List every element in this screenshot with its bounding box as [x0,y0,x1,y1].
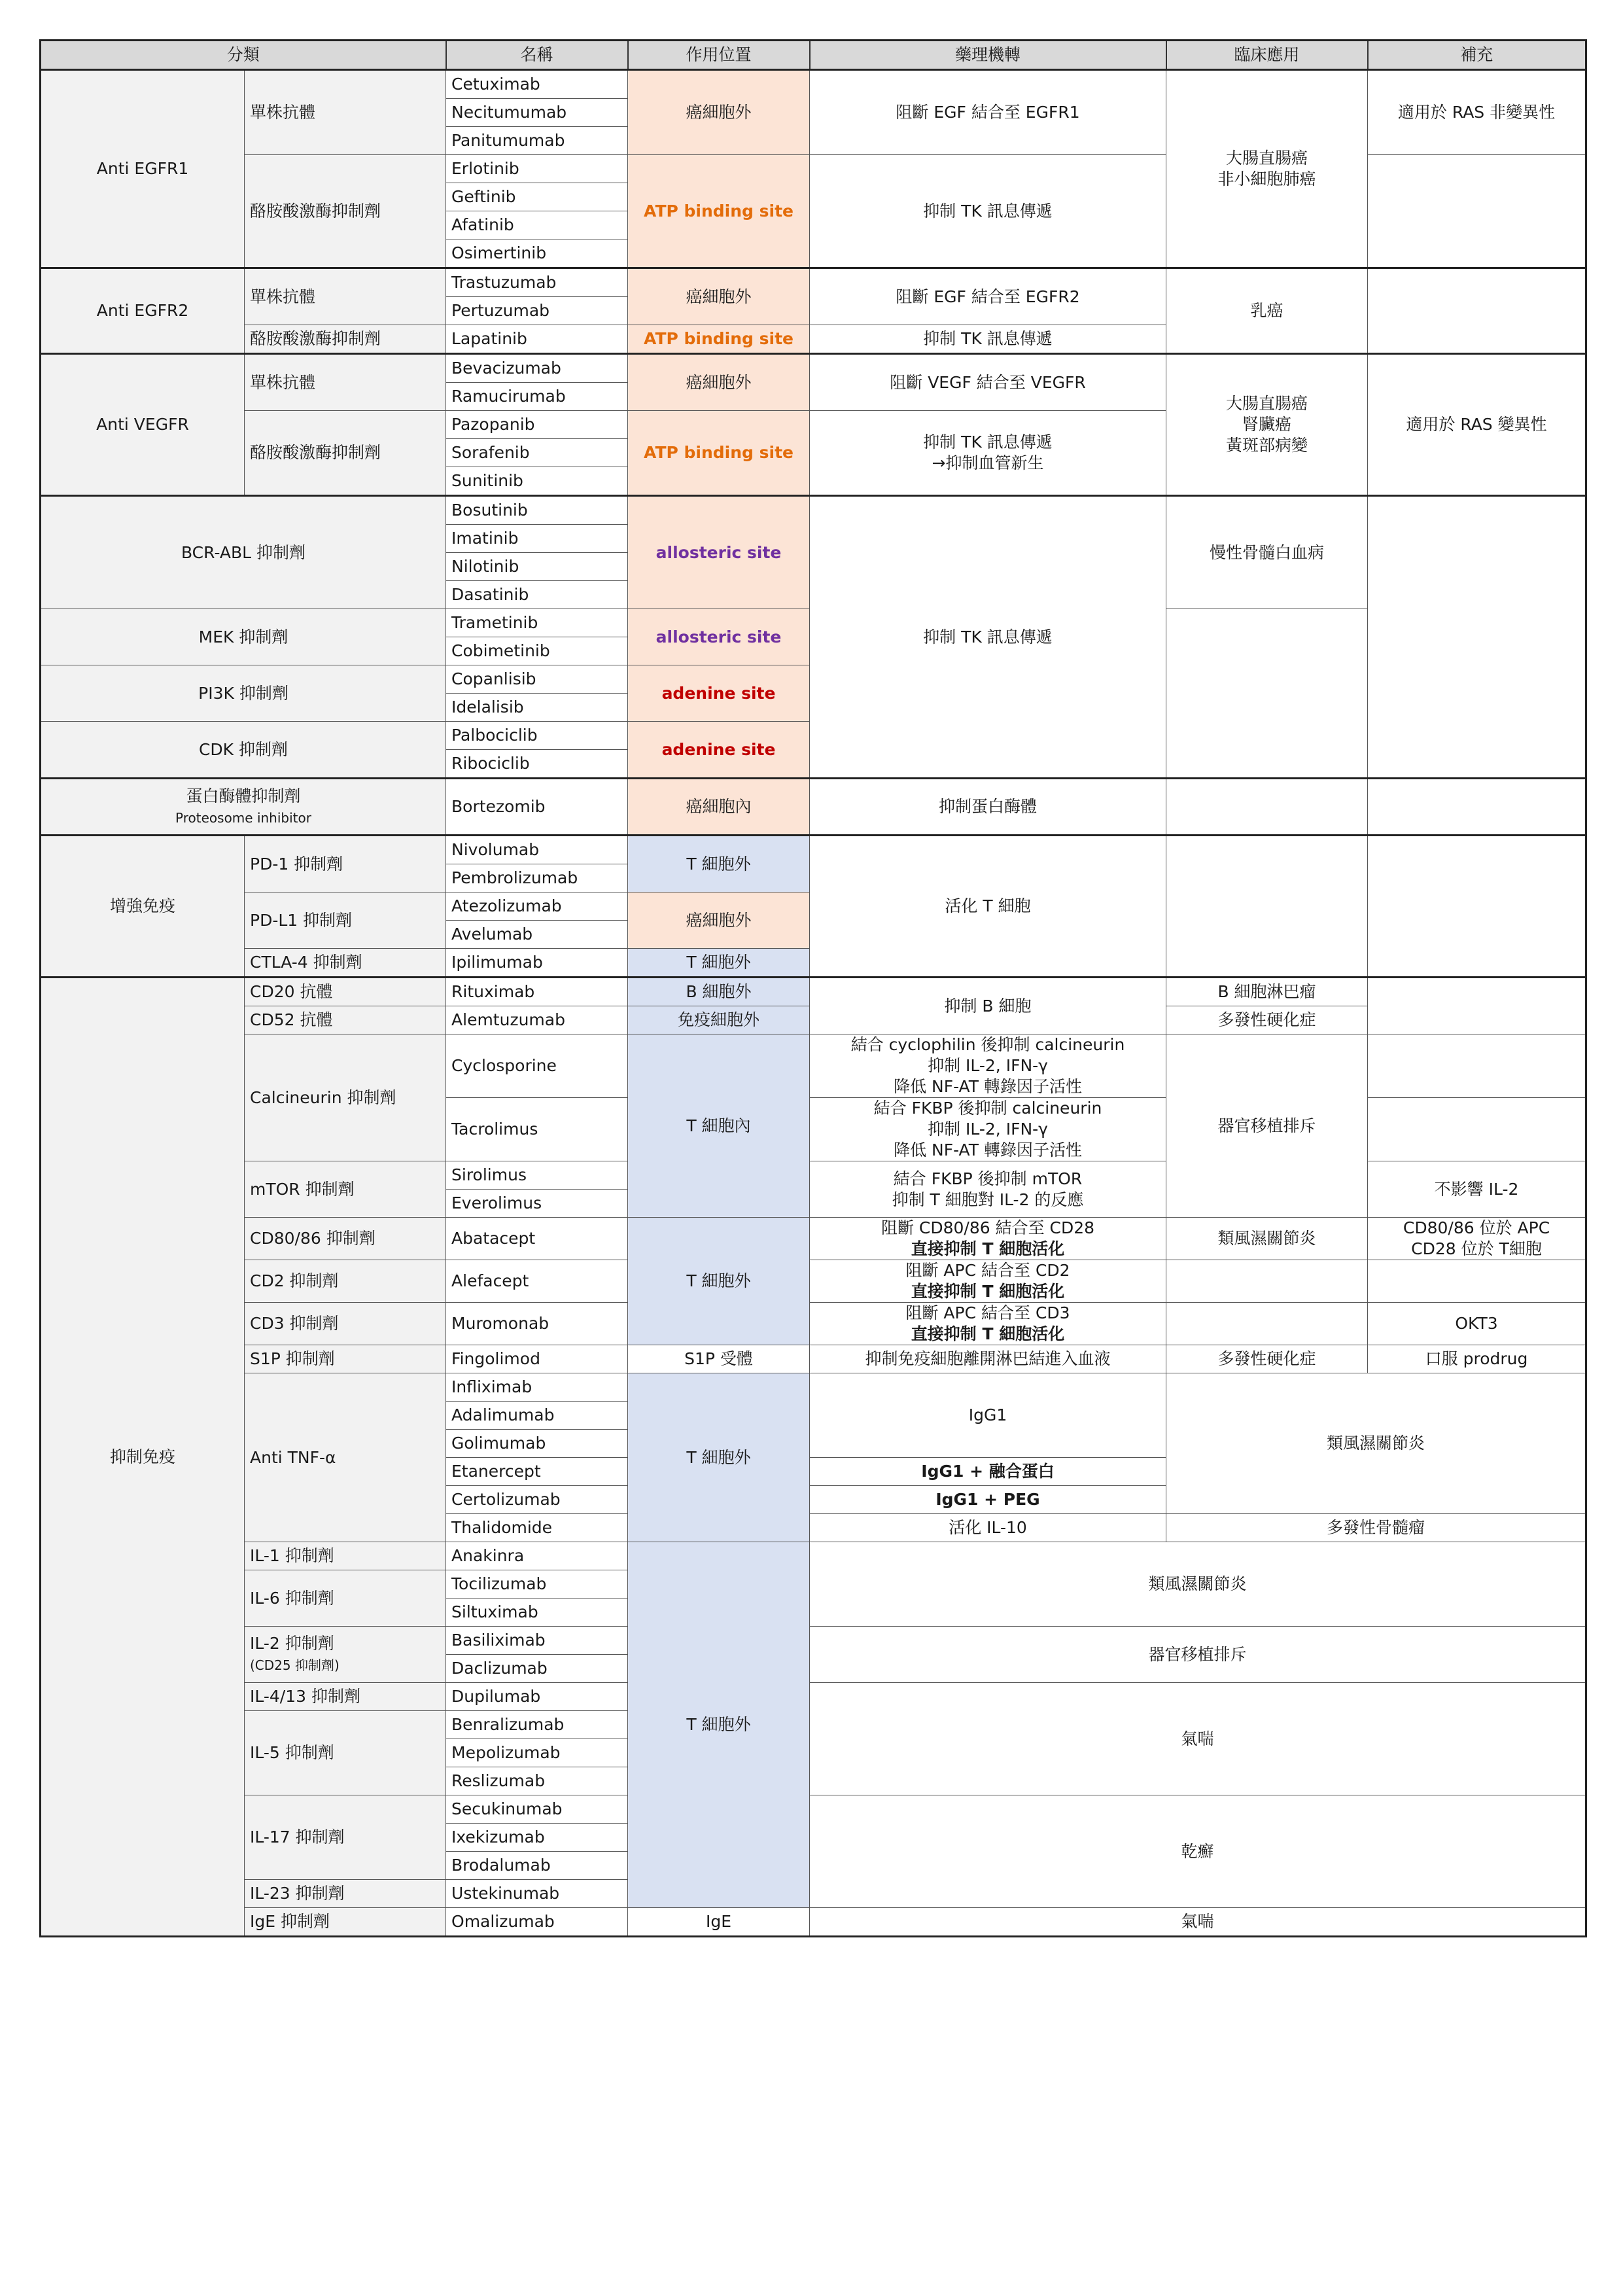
drug-name: Tacrolimus [446,1098,628,1161]
subcategory-cell: IL-1 抑制劑 [245,1542,446,1570]
mechanism-text: 抑制 IL-2, IFN-γ [928,1120,1048,1139]
clinical-text: 大腸直腸癌 [1226,149,1308,168]
note-cell: OKT3 [1368,1303,1586,1345]
mechanism-text: 降低 NF-AT 轉錄因子活性 [894,1077,1082,1096]
mechanism-cell: 阻斷 EGF 結合至 EGFR2 [810,268,1166,325]
drug-name: Anakinra [446,1542,628,1570]
header-name: 名稱 [446,41,628,70]
mechanism-cell: 抑制 TK 訊息傳遞 [810,325,1166,354]
mechanism-text: 結合 FKBP 後抑制 mTOR [893,1169,1083,1188]
drug-name: Ramucirumab [446,383,628,411]
subcategory-cell: 酪胺酸激酶抑制劑 [245,325,446,354]
site-cell: 癌細胞外 [628,70,810,155]
category-cell: Anti EGFR1 [41,70,245,268]
subcategory-text: (CD25 抑制劑) [250,1657,340,1673]
header-note: 補充 [1368,41,1586,70]
note-cell [1368,836,1586,978]
subcategory-cell: IgE 抑制劑 [245,1908,446,1937]
subcategory-cell: Anti TNF-α [245,1373,446,1542]
subcategory-cell: mTOR 抑制劑 [245,1161,446,1218]
mechanism-text: 直接抑制 T 細胞活化 [911,1282,1065,1301]
drug-name: Lapatinib [446,325,628,354]
table-row [41,268,1586,297]
note-cell [1368,1098,1586,1161]
site-cell: ATP binding site [628,411,810,496]
drug-name: Alemtuzumab [446,1006,628,1034]
note-text: CD80/86 位於 APC [1403,1218,1550,1237]
drug-name: Sunitinib [446,467,628,496]
drug-name: Cobimetinib [446,637,628,665]
clinical-cell: 氣喘 [810,1683,1586,1795]
drug-name: Basiliximab [446,1627,628,1655]
drug-name: Atezolizumab [446,892,628,921]
drug-classification-table [39,39,1587,1937]
drug-name: Abatacept [446,1218,628,1260]
drug-name: Thalidomide [446,1514,628,1542]
site-cell: T 細胞外 [628,1218,810,1345]
drug-name: Everolimus [446,1190,628,1218]
site-cell: 免疫細胞外 [628,1006,810,1034]
category-cell: BCR-ABL 抑制劑 [41,496,446,609]
site-cell: ATP binding site [628,325,810,354]
subcategory-cell: CD3 抑制劑 [245,1303,446,1345]
mechanism-cell [810,1161,1166,1218]
mechanism-text: 直接抑制 T 細胞活化 [911,1324,1065,1343]
drug-name: Bosutinib [446,496,628,525]
site-cell: 癌細胞外 [628,268,810,325]
note-cell [1368,268,1586,354]
drug-name: Etanercept [446,1458,628,1486]
mechanism-cell [810,1218,1166,1260]
table-row [41,836,1586,864]
site-cell: S1P 受體 [628,1345,810,1373]
subcategory-cell: 單株抗體 [245,354,446,411]
drug-name: Siltuximab [446,1598,628,1627]
drug-name: Bortezomib [446,779,628,836]
note-text: CD28 位於 T細胞 [1411,1239,1542,1258]
drug-name: Cetuximab [446,70,628,99]
clinical-cell: 乳癌 [1166,268,1368,354]
mechanism-text: 阻斷 APC 結合至 CD3 [905,1303,1070,1322]
drug-name: Brodalumab [446,1852,628,1880]
table-row [41,496,1586,525]
mechanism-cell: IgG1 + 融合蛋白 [810,1458,1166,1486]
drug-name: Secukinumab [446,1795,628,1824]
mechanism-cell [810,1260,1166,1303]
clinical-cell [1166,609,1368,779]
table-row [41,1542,1586,1570]
drug-name: Adalimumab [446,1402,628,1430]
header-category: 分類 [41,41,446,70]
mechanism-cell: 抑制蛋白酶體 [810,779,1166,836]
mechanism-cell: 活化 IL-10 [810,1514,1166,1542]
clinical-cell [1166,354,1368,496]
clinical-text: 非小細胞肺癌 [1217,169,1316,188]
category-text: 蛋白酶體抑制劑 [186,786,301,805]
subcategory-cell: CD52 抗體 [245,1006,446,1034]
note-cell: 不影響 IL-2 [1368,1161,1586,1218]
subcategory-cell: IL-4/13 抑制劑 [245,1683,446,1711]
subcategory-text: IL-2 抑制劑 [250,1634,334,1653]
clinical-cell [1166,779,1368,836]
drug-name: Tocilizumab [446,1570,628,1598]
drug-name: Panitumumab [446,127,628,155]
drug-table-sheet [39,39,1587,1937]
drug-name: Dasatinib [446,581,628,609]
drug-name: Ustekinumab [446,1880,628,1908]
subcategory-cell: 酪胺酸激酶抑制劑 [245,411,446,496]
drug-name: Sorafenib [446,439,628,467]
site-cell: allosteric site [628,609,810,665]
subcategory-cell: S1P 抑制劑 [245,1345,446,1373]
drug-name: Infliximab [446,1373,628,1402]
subcategory-cell: CD80/86 抑制劑 [245,1218,446,1260]
category-cell: CDK 抑制劑 [41,722,446,779]
drug-name: Certolizumab [446,1486,628,1514]
site-cell: 癌細胞內 [628,779,810,836]
site-cell: 癌細胞外 [628,354,810,411]
note-cell [1368,155,1586,268]
drug-name: Avelumab [446,921,628,949]
clinical-cell: 多發性硬化症 [1166,1345,1368,1373]
category-cell [41,779,446,836]
category-cell: 抑制免疫 [41,978,245,1937]
drug-name: Pazopanib [446,411,628,439]
drug-name: Erlotinib [446,155,628,183]
drug-name: Nilotinib [446,553,628,581]
header-mechanism: 藥理機轉 [810,41,1166,70]
clinical-text: 腎臟癌 [1242,415,1292,434]
note-cell: 口服 prodrug [1368,1345,1586,1373]
clinical-cell [1166,1260,1368,1303]
subcategory-cell: IL-6 抑制劑 [245,1570,446,1627]
site-cell: T 細胞內 [628,1034,810,1218]
drug-name: Rituximab [446,978,628,1006]
subcategory-cell: 酪胺酸激酶抑制劑 [245,155,446,268]
subcategory-cell: PD-1 抑制劑 [245,836,446,892]
header-row [41,41,1586,70]
table-row [41,1373,1586,1402]
drug-name: Pertuzumab [446,297,628,325]
subcategory-cell [245,1627,446,1683]
category-cell: 增強免疫 [41,836,245,978]
drug-name: Nivolumab [446,836,628,864]
clinical-cell: 乾癬 [810,1795,1586,1908]
note-cell [1368,1218,1586,1260]
note-cell [1368,496,1586,779]
note-cell: 適用於 RAS 變異性 [1368,354,1586,496]
mechanism-text: 結合 cyclophilin 後抑制 calcineurin [850,1035,1125,1054]
site-cell: adenine site [628,665,810,722]
mechanism-text: 阻斷 CD80/86 結合至 CD28 [881,1218,1095,1237]
subcategory-cell: 單株抗體 [245,268,446,325]
clinical-cell: 器官移植排斥 [1166,1034,1368,1218]
subcategory-cell: PD-L1 抑制劑 [245,892,446,949]
note-cell: 適用於 RAS 非變異性 [1368,70,1586,155]
clinical-cell: 多發性骨髓瘤 [1166,1514,1586,1542]
subcategory-cell: CD2 抑制劑 [245,1260,446,1303]
drug-name: Ipilimumab [446,949,628,978]
note-cell [1368,1034,1586,1098]
mechanism-cell: 抑制 B 細胞 [810,978,1166,1034]
mechanism-cell: IgG1 [810,1373,1166,1458]
table-row [41,1627,1586,1655]
table-row [41,1908,1586,1937]
clinical-cell [1166,1303,1368,1345]
mechanism-cell: 抑制免疫細胞離開淋巴結進入血液 [810,1345,1166,1373]
subcategory-cell: CTLA-4 抑制劑 [245,949,446,978]
subcategory-cell: Calcineurin 抑制劑 [245,1034,446,1161]
site-cell: B 細胞外 [628,978,810,1006]
subcategory-cell: 單株抗體 [245,70,446,155]
drug-name: Ribociclib [446,750,628,779]
site-cell: T 細胞外 [628,949,810,978]
table-row [41,354,1586,383]
mechanism-cell: 抑制 TK 訊息傳遞 [810,496,1166,779]
drug-name: Imatinib [446,525,628,553]
category-cell: MEK 抑制劑 [41,609,446,665]
site-cell: allosteric site [628,496,810,609]
clinical-cell: 多發性硬化症 [1166,1006,1368,1034]
clinical-cell [1166,70,1368,268]
subcategory-cell: IL-5 抑制劑 [245,1711,446,1795]
clinical-cell: 氣喘 [810,1908,1586,1937]
subcategory-cell: CD20 抗體 [245,978,446,1006]
drug-name: Muromonab [446,1303,628,1345]
drug-name: Trametinib [446,609,628,637]
drug-name: Golimumab [446,1430,628,1458]
header-clinical: 臨床應用 [1166,41,1368,70]
site-cell: ATP binding site [628,155,810,268]
drug-name: Omalizumab [446,1908,628,1937]
clinical-cell: 器官移植排斥 [810,1627,1586,1683]
drug-name: Fingolimod [446,1345,628,1373]
drug-name: Cyclosporine [446,1034,628,1098]
mechanism-cell: 抑制 TK 訊息傳遞 [810,155,1166,268]
mechanism-text: 直接抑制 T 細胞活化 [911,1239,1065,1258]
drug-name: Geftinib [446,183,628,211]
note-cell [1368,779,1586,836]
mechanism-cell [810,1303,1166,1345]
table-row [41,1795,1586,1824]
mechanism-cell: 阻斷 EGF 結合至 EGFR1 [810,70,1166,155]
mechanism-text: 抑制 T 細胞對 IL-2 的反應 [892,1190,1084,1209]
drug-name: Dupilumab [446,1683,628,1711]
note-cell [1368,1260,1586,1303]
drug-name: Idelalisib [446,694,628,722]
category-cell: Anti EGFR2 [41,268,245,354]
drug-name: Palbociclib [446,722,628,750]
clinical-cell: 類風濕關節炎 [1166,1373,1586,1514]
table-row [41,1345,1586,1373]
drug-name: Alefacept [446,1260,628,1303]
site-cell: 癌細胞外 [628,892,810,949]
mechanism-text: 抑制 IL-2, IFN-γ [928,1056,1048,1075]
mechanism-cell: IgG1 + PEG [810,1486,1166,1514]
clinical-cell: 類風濕關節炎 [1166,1218,1368,1260]
mechanism-cell: 阻斷 VEGF 結合至 VEGFR [810,354,1166,411]
clinical-cell: B 細胞淋巴瘤 [1166,978,1368,1006]
drug-name: Osimertinib [446,239,628,268]
clinical-cell [1166,836,1368,978]
category-cell: Anti VEGFR [41,354,245,496]
site-cell: IgE [628,1908,810,1937]
drug-name: Necitumumab [446,99,628,127]
table-row [41,70,1586,99]
drug-name: Mepolizumab [446,1739,628,1767]
category-cell: PI3K 抑制劑 [41,665,446,722]
mechanism-text: 抑制 TK 訊息傳遞 [923,433,1053,451]
site-cell: T 細胞外 [628,1373,810,1542]
table-row [41,779,1586,836]
mechanism-text: 降低 NF-AT 轉錄因子活性 [894,1140,1082,1159]
drug-name: Trastuzumab [446,268,628,297]
clinical-text: 黃斑部病變 [1226,436,1308,455]
mechanism-cell [810,1034,1166,1098]
mechanism-text: 結合 FKBP 後抑制 calcineurin [873,1099,1102,1118]
mechanism-cell [810,1098,1166,1161]
header-site: 作用位置 [628,41,810,70]
drug-name: Reslizumab [446,1767,628,1795]
subcategory-cell: IL-23 抑制劑 [245,1880,446,1908]
clinical-cell: 慢性骨髓白血病 [1166,496,1368,609]
drug-name: Copanlisib [446,665,628,694]
drug-name: Sirolimus [446,1161,628,1190]
clinical-text: 大腸直腸癌 [1226,394,1308,413]
site-cell: adenine site [628,722,810,779]
drug-name: Afatinib [446,211,628,239]
mechanism-cell: 活化 T 細胞 [810,836,1166,978]
site-cell: T 細胞外 [628,836,810,892]
mechanism-cell [810,411,1166,496]
table-row [41,978,1586,1006]
drug-name: Bevacizumab [446,354,628,383]
note-cell [1368,978,1586,1034]
mechanism-text: →抑制血管新生 [932,453,1044,472]
drug-name: Daclizumab [446,1655,628,1683]
drug-name: Benralizumab [446,1711,628,1739]
table-row [41,1683,1586,1711]
drug-name: Pembrolizumab [446,864,628,892]
clinical-cell: 類風濕關節炎 [810,1542,1586,1627]
subcategory-cell: IL-17 抑制劑 [245,1795,446,1880]
site-cell: T 細胞外 [628,1542,810,1908]
mechanism-text: 阻斷 APC 結合至 CD2 [905,1261,1070,1280]
drug-name: Ixekizumab [446,1824,628,1852]
category-text: Proteosome inhibitor [175,809,311,826]
